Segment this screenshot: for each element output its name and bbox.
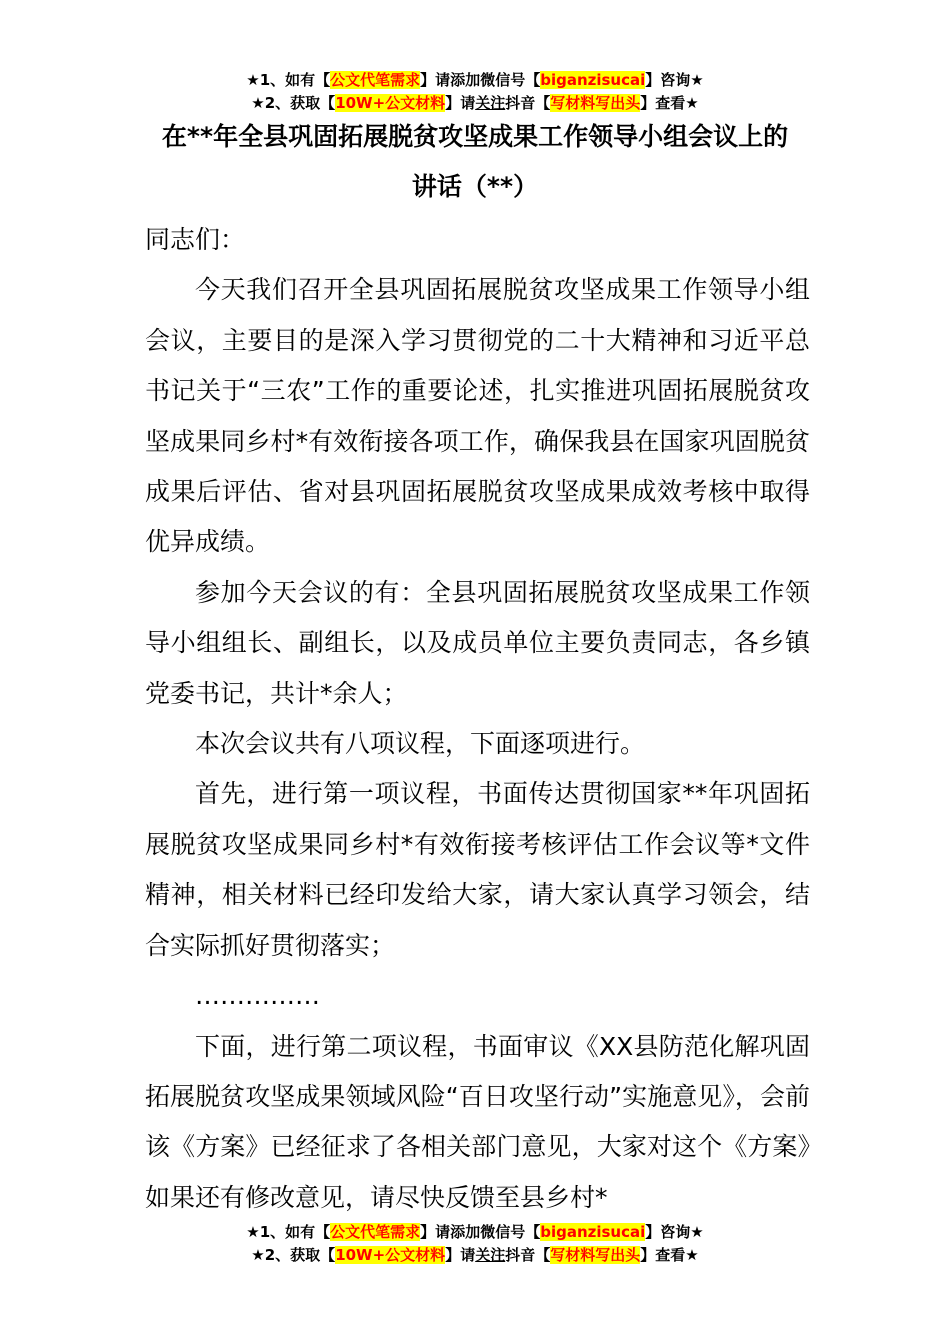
bottom-ad-line-2: ★2、获取【10W+公文材料】请关注抖音【写材料写出头】查看★ <box>251 1246 699 1264</box>
ad-highlight-douyin: 写材料写出头 <box>550 1246 641 1264</box>
ad-highlight-wechat-id: biganzisucai <box>540 1223 646 1241</box>
ad-highlight-materials: 10W+公文材料 <box>335 94 446 112</box>
ellipsis-line: …………… <box>195 981 320 1011</box>
salutation: 同志们： <box>145 225 246 254</box>
ad-highlight-wechat-id: biganzisucai <box>540 71 646 89</box>
paragraph: 本次会议共有八项议程，下面逐项进行。 <box>195 729 646 759</box>
document-body <box>145 215 810 1223</box>
ad-highlight-douyin: 写材料写出头 <box>550 94 641 112</box>
top-ad-line-2: ★2、获取【10W+公文材料】请关注抖音【写材料写出头】查看★ <box>251 94 699 112</box>
paragraph: 参加今天会议的有：全县巩固拓展脱贫攻坚成果工作领导小组组长、副组长，以及成员单位主要负责同志，各乡镇党委书记，共计*余人； <box>145 577 810 708</box>
paragraph: 下面，进行第二项议程，书面审议《XX县防范化解巩固拓展脱贫攻坚成果领域风险“百日攻坚行动”实施意见》，会前该《方案》已经征求了各相关部门意见，大家对这个《方案》如果还有修改意见，请尽快反馈至县乡村* <box>145 1031 810 1212</box>
top-ad-line-1: ★1、如有【公文代笔需求】请添加微信号【biganzisucai】咨询★ <box>246 71 704 89</box>
ad-highlight-materials: 10W+公文材料 <box>335 1246 446 1264</box>
document-title-line-2: 讲话（**） <box>411 172 539 201</box>
document-title-line-1: 在**年全县巩固拓展脱贫攻坚成果工作领导小组会议上的 <box>161 122 789 151</box>
ad-highlight-service: 公文代笔需求 <box>330 71 421 89</box>
ad-highlight-service: 公文代笔需求 <box>330 1223 421 1241</box>
paragraph: 今天我们召开全县巩固拓展脱贫攻坚成果工作领导小组会议，主要目的是深入学习贯彻党的二十大精神和习近平总书记关于“三农”工作的重要论述，扎实推进巩固拓展脱贫攻坚成果同乡村*有效衔接各项工作，确保我县在国家巩固脱贫成果后评估、省对县巩固拓展脱贫攻坚成果成效考核中取得优异成绩。 <box>145 275 810 557</box>
bottom-ad-line-1: ★1、如有【公文代笔需求】请添加微信号【biganzisucai】咨询★ <box>246 1223 704 1241</box>
paragraph: 首先，进行第一项议程，书面传达贯彻国家**年巩固拓展脱贫攻坚成果同乡村*有效衔接考核评估工作会议等*文件精神，相关材料已经印发给大家，请大家认真学习领会，结合实际抓好贯彻落实； <box>145 779 810 960</box>
